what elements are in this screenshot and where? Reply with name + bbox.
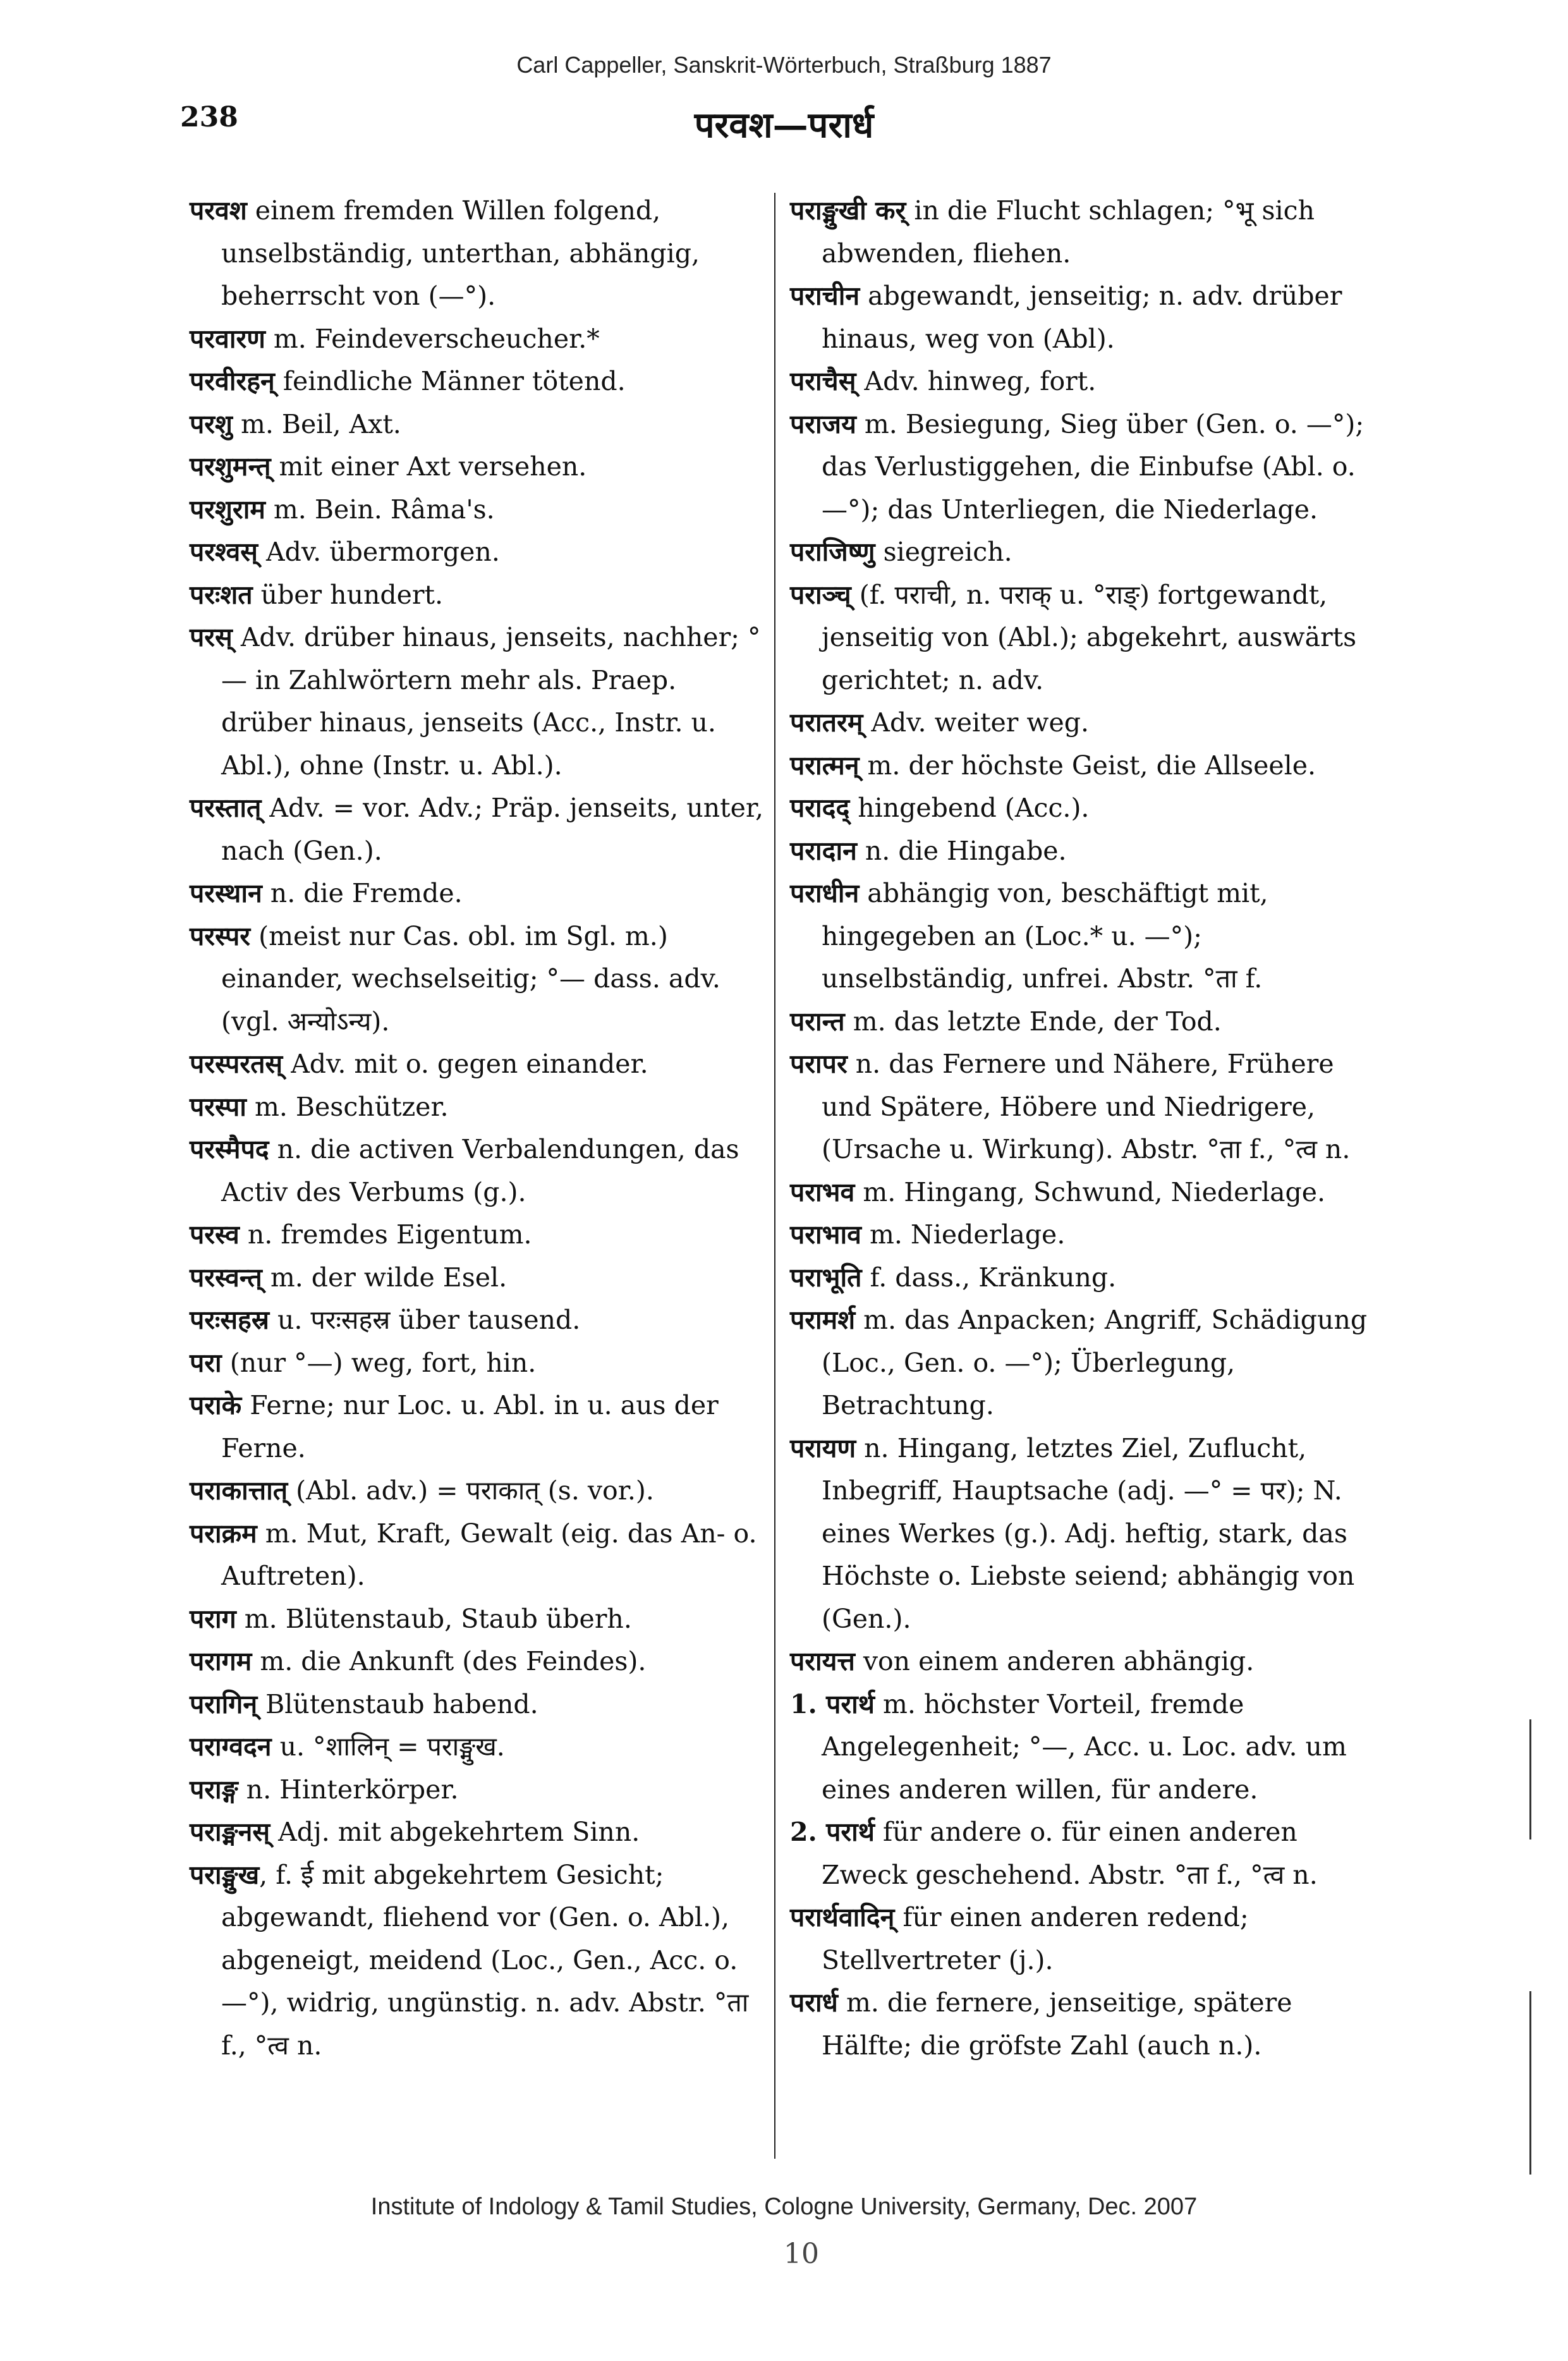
entry-headword: परवारण [190, 323, 265, 354]
dictionary-entry [790, 1214, 1381, 1257]
entry-headword: परा [190, 1347, 222, 1378]
dictionary-entry [790, 1043, 1381, 1171]
dictionary-entry [190, 1726, 765, 1769]
entry-headword: परात्मन् [790, 750, 860, 781]
entry-definition: m. Feindeverscheucher.* [265, 323, 600, 354]
entry-definition: abhängig von, beschäftigt mit, hingegeben an (Loc.* u. —°); unselbständig, unfrei. Abstr. °ता f. [822, 878, 1268, 994]
dictionary-entry [190, 531, 765, 574]
entry-headword: परान्त [790, 1006, 845, 1037]
entry-headword: पराभाव [790, 1219, 861, 1250]
entry-definition: (f. पराची, n. पराक् u. °राङ्) fortgewandt, jenseitig von (Abl.); abgekehrt, auswärts gerichtet; n. adv. [822, 579, 1357, 695]
entry-definition: m. der höchste Geist, die Allseele. [859, 750, 1316, 781]
entry-definition: m. die fernere, jenseitige, spätere Hälfte; die gröfste Zahl (auch n.). [822, 1987, 1292, 2061]
entry-definition: Adv. übermorgen. [258, 537, 500, 567]
dictionary-entry [190, 1769, 765, 1812]
dictionary-entry [790, 574, 1381, 702]
dictionary-entry [190, 1128, 765, 1214]
entry-headword: परवीरहन् [190, 366, 275, 396]
entry-headword: परस्थान [190, 878, 262, 908]
dictionary-entry [190, 360, 765, 403]
dictionary-entry [790, 1896, 1381, 1982]
entry-definition: für andere o. für einen anderen Zweck geschehend. Abstr. °ता f., °त्व n. [822, 1817, 1318, 1890]
entry-headword: पराक्रम [190, 1518, 257, 1549]
entry-headword: पराके [190, 1390, 242, 1420]
entry-headword: पराकात्तात् [190, 1475, 288, 1506]
entry-definition: m. das Anpacken; Angriff, Schädigung (Loc., Gen. o. —°); Überlegung, Betrachtung. [822, 1305, 1368, 1420]
entry-definition: für einen anderen redend; Stellvertreter (j.). [822, 1902, 1249, 1975]
entry-headword: परस्तात् [190, 793, 262, 823]
dictionary-entry [190, 574, 765, 617]
dictionary-entry [190, 489, 765, 532]
dictionary-entry [790, 1640, 1381, 1683]
dictionary-entry [190, 787, 765, 872]
entry-definition: , f. ई mit abgekehrtem Gesicht; abgewandt, fliehend vor (Gen. o. Abl.), abgeneigt, meidend (Loc., Gen., Acc. o. —°), widrig, ungünstig. n. adv. Abstr. °ता f., °त्व n. [221, 1859, 749, 2061]
dictionary-entry [190, 403, 765, 446]
running-head: परवश—परार्ध [694, 104, 874, 146]
dictionary-entry [790, 1811, 1381, 1896]
entry-definition: Adv. drüber hinaus, jenseits, nachher; °— in Zahlwörtern mehr als. Praep. drüber hinaus, jenseits (Acc., Instr. u. Abl.), ohne (Instr. u. Abl.). [221, 622, 761, 781]
dictionary-entry [790, 830, 1381, 873]
dictionary-entry [190, 1299, 765, 1342]
dictionary-entry [190, 1257, 765, 1300]
entry-headword: परस् [190, 622, 233, 652]
entry-definition: Adv. = vor. Adv.; Präp. jenseits, unter, nach (Gen.). [221, 793, 764, 866]
entry-definition: n. die Fremde. [262, 878, 463, 908]
dictionary-entry [790, 360, 1381, 403]
entry-headword: पराचीन [790, 281, 860, 311]
dictionary-entry [190, 1683, 765, 1726]
dictionary-entry [790, 1001, 1381, 1044]
dictionary-entry [190, 190, 765, 318]
entry-headword: परार्थवादिन् [790, 1902, 895, 1932]
entry-definition: n. Hingang, letztes Ziel, Zuflucht, Inbegriff, Hauptsache (adj. —° = पर); N. eines Werkes (g.). Adj. heftig, stark, das Höchste o. Liebste seiend; abhängig von (Gen.). [822, 1432, 1355, 1634]
entry-definition: abgewandt, jenseitig; n. adv. drüber hinaus, weg von (Abl). [822, 281, 1342, 354]
entry-definition: in die Flucht schlagen; °भू sich abwenden, fliehen. [822, 195, 1315, 269]
entry-definition: mit einer Axt versehen. [270, 451, 587, 482]
dictionary-entry [190, 1342, 765, 1385]
entry-headword: पराङ्ग [190, 1774, 238, 1805]
column-divider [774, 193, 775, 2159]
dictionary-entry [790, 1982, 1381, 2067]
entry-headword: पराङ्मुख [190, 1859, 260, 1890]
dictionary-entry [790, 787, 1381, 830]
entry-definition: m. Blütenstaub, Staub überh. [236, 1603, 632, 1634]
entry-definition: Blütenstaub habend. [257, 1688, 538, 1719]
left-column [190, 190, 765, 2067]
dictionary-entry [190, 915, 765, 1044]
entry-definition: feindliche Männer tötend. [274, 366, 626, 396]
dictionary-entry [790, 531, 1381, 574]
entry-definition: n. die activen Verbalendungen, das Activ des Verbums (g.). [221, 1134, 739, 1207]
dictionary-entry [190, 1470, 765, 1513]
entry-definition: (Abl. adv.) = पराकात् (s. vor.). [288, 1475, 654, 1506]
entry-definition: (meist nur Cas. obl. im Sgl. m.) einander, wechselseitig; °— dass. adv. (vgl. अन्योऽन्य). [221, 920, 720, 1037]
dictionary-entry [190, 1640, 765, 1683]
entry-definition: m. höchster Vorteil, fremde Angelegenheit; °—, Acc. u. Loc. adv. um eines anderen willen, für andere. [822, 1688, 1347, 1805]
entry-headword: 1. परार्थ [790, 1688, 875, 1719]
entry-definition: m. die Ankunft (des Feindes). [252, 1646, 647, 1676]
dictionary-entry [790, 1299, 1381, 1427]
dictionary-entry [190, 1513, 765, 1598]
dictionary-entry [790, 1427, 1381, 1641]
entry-definition: n. die Hingabe. [856, 835, 1067, 866]
entry-headword: परादद् [790, 793, 850, 823]
entry-definition: hingebend (Acc.). [849, 793, 1090, 823]
entry-headword: पराचैस् [790, 366, 856, 396]
entry-definition: n. fremdes Eigentum. [239, 1219, 532, 1250]
entry-definition: Adv. hinweg, fort. [856, 366, 1097, 396]
entry-headword: परःशत [190, 579, 253, 610]
entry-headword: परस्पर [190, 920, 251, 951]
entry-headword: पराग्वदन [190, 1731, 272, 1762]
dictionary-entry [790, 403, 1381, 532]
entry-definition: m. der wilde Esel. [262, 1262, 507, 1293]
entry-headword: परायण [790, 1432, 856, 1463]
entry-headword: परस्मैपद [190, 1134, 269, 1164]
entry-definition: m. Hingang, Schwund, Niederlage. [854, 1176, 1326, 1207]
entry-headword: परातरम् [790, 707, 863, 738]
entry-headword: पराङ्मनस् [190, 1817, 270, 1847]
digitization-footer: Institute of Indology & Tamil Studies, Cologne University, Germany, Dec. 2007 [370, 2193, 1198, 2220]
sheet-mark: 10 [784, 2238, 819, 2270]
entry-headword: परस्पा [190, 1091, 246, 1122]
dictionary-entry [190, 1598, 765, 1641]
dictionary-entry [190, 1214, 765, 1257]
entry-headword: 2. परार्थ [790, 1817, 875, 1847]
entry-headword: पराञ्च् [790, 579, 851, 610]
entry-headword: परादान [790, 835, 857, 866]
entry-headword: परशुमन्त् [190, 451, 271, 482]
entry-headword: पराभव [790, 1176, 855, 1207]
entry-headword: परापर [790, 1049, 848, 1079]
dictionary-entry [790, 702, 1381, 745]
entry-headword: परामर्श [790, 1305, 856, 1335]
dictionary-entry [790, 1683, 1381, 1812]
entry-headword: पराजय [790, 408, 856, 439]
entry-definition: u. °शालिन् = पराङ्मुख. [271, 1731, 505, 1762]
dictionary-entry [790, 872, 1381, 1001]
entry-headword: परायत्त [790, 1646, 855, 1676]
entry-definition: m. Besiegung, Sieg über (Gen. o. —°); das Verlustiggehen, die Einbufse (Abl. o. —°); das Unterliegen, die Niederlage. [822, 408, 1364, 525]
scan-edge-mark [1529, 1991, 1531, 2175]
dictionary-entry [190, 616, 765, 787]
dictionary-entry [190, 1043, 765, 1086]
entry-definition: u. परःसहस्र über tausend. [269, 1305, 581, 1335]
entry-definition: von einem anderen abhängig. [854, 1646, 1255, 1676]
entry-definition: Adv. mit o. gegen einander. [283, 1049, 648, 1079]
dictionary-entry [190, 318, 765, 361]
entry-definition: n. das Fernere und Nähere, Frühere und Spätere, Höbere und Niedrigere, (Ursache u. Wirkung). Abstr. °ता f., °त्व n. [822, 1049, 1351, 1164]
entry-headword: परःसहस्र [190, 1305, 269, 1335]
entry-definition: siegreich. [875, 537, 1012, 567]
entry-definition: Adv. weiter weg. [863, 707, 1090, 738]
dictionary-entry [790, 745, 1381, 788]
dictionary-entry [790, 190, 1381, 275]
entry-headword: परवश [190, 195, 247, 226]
entry-headword: परागिन् [190, 1688, 258, 1719]
dictionary-entry [190, 1086, 765, 1129]
entry-headword: परागम [190, 1646, 252, 1676]
digitization-header: Carl Cappeller, Sanskrit-Wörterbuch, Straßburg 1887 [516, 52, 1052, 78]
entry-definition: Ferne; nur Loc. u. Abl. in u. aus der Ferne. [221, 1390, 719, 1463]
entry-definition: m. das letzte Ende, der Tod. [844, 1006, 1222, 1037]
dictionary-entry [190, 1811, 765, 1854]
entry-definition: m. Beil, Axt. [232, 408, 401, 439]
entry-headword: पराङ्मुखी कर् [790, 195, 906, 226]
entry-headword: पराजिष्णु [790, 537, 875, 567]
entry-headword: परशुराम [190, 494, 265, 525]
entry-definition: m. Bein. Râma's. [265, 494, 495, 525]
entry-definition: m. Niederlage. [861, 1219, 1066, 1250]
dictionary-entry [790, 1257, 1381, 1300]
entry-headword: परश्वस् [190, 537, 258, 567]
entry-definition: f. dass., Kränkung. [861, 1262, 1117, 1293]
scan-edge-mark [1529, 1719, 1531, 1839]
dictionary-entry [790, 275, 1381, 360]
entry-definition: Adj. mit abgekehrtem Sinn. [270, 1817, 640, 1847]
dictionary-entry [190, 1384, 765, 1470]
entry-headword: परस्वन्त् [190, 1262, 262, 1293]
entry-definition: m. Beschützer. [246, 1091, 449, 1122]
entry-definition: m. Mut, Kraft, Gewalt (eig. das An- o. Auftreten). [221, 1518, 757, 1591]
right-column [790, 190, 1381, 2067]
entry-headword: परार्ध [790, 1987, 838, 2018]
entry-headword: परस्व [190, 1219, 240, 1250]
entry-headword: पराग [190, 1603, 236, 1634]
page-number: 238 [180, 101, 238, 133]
entry-definition: einem fremden Willen folgend, unselbständig, unterthan, abhängig, beherrscht von (—°). [221, 195, 700, 311]
entry-headword: परस्परतस् [190, 1049, 283, 1079]
entry-headword: पराभूति [790, 1262, 862, 1293]
entry-definition: (nur °—) weg, fort, hin. [221, 1347, 537, 1378]
dictionary-entry [190, 1854, 765, 2068]
entry-headword: परशु [190, 408, 233, 439]
dictionary-entry [190, 446, 765, 489]
dictionary-entry [790, 1171, 1381, 1214]
entry-definition: über hundert. [252, 579, 444, 610]
entry-headword: पराधीन [790, 878, 860, 908]
entry-definition: n. Hinterkörper. [238, 1774, 459, 1805]
dictionary-entry [190, 872, 765, 915]
